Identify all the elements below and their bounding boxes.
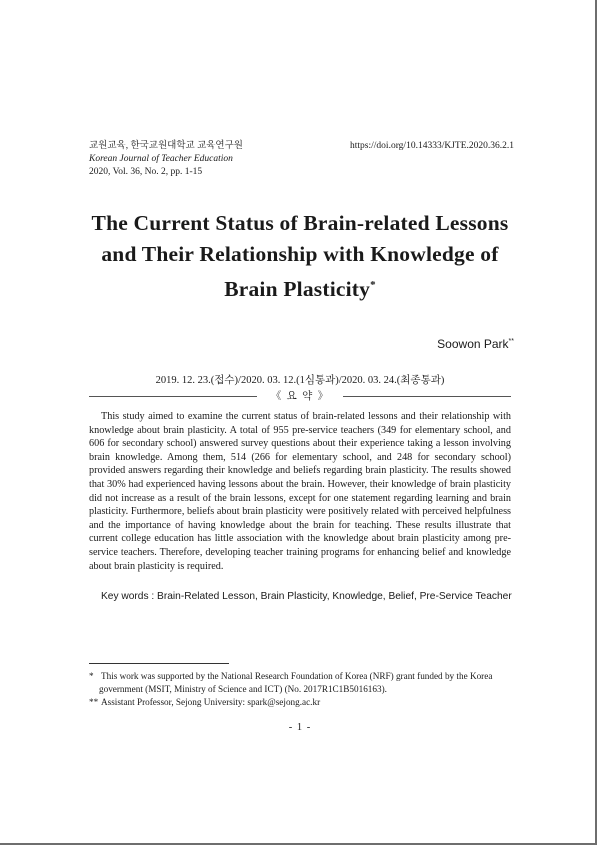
submission-dates: 2019. 12. 23.(접수)/2020. 03. 12.(1심통과)/2020. 03. 24.(최종통과) bbox=[155, 375, 445, 386]
keywords: Key words : Brain-Related Lesson, Brain Plasticity, Knowledge, Belief, Pre-Service Teacher bbox=[101, 591, 512, 602]
footnote-author bbox=[89, 696, 519, 709]
publisher-line: 교원교육, 한국교원대학교 교육연구원 bbox=[89, 141, 243, 151]
title-line-1: The Current Status of Brain-related Lessons bbox=[91, 211, 509, 235]
abstract: This study aimed to examine the current status of brain-related lessons and their relationship with knowledge about brain plasticity. A total of 955 pre-service teachers (349 for elementary school, and 606 for secondary school) answered survey questions about their experience taking a lesson involving brain knowledge. Among them, 514 (266 for elementary school, and 248 for secondary school) provided answers regarding their knowledge and beliefs regarding brain plasticity. The results showed that 30% had experienced having lessons about the brain. However, their knowledge of brain plasticity did not increase as a result of the brain lessons, except for one statement regarding learning and brain plasticity. Furthermore, beliefs about brain plasticity were positively related with perceived helpfulness and the importance of having knowledge about the brain for teaching. These results illustrate that current college education has little association with the knowledge about brain plasticity among pre-service teachers. Therefore, developing teacher training programs for enhancing belief and knowledge about brain plasticity is required. bbox=[89, 411, 511, 572]
summary-heading bbox=[89, 389, 511, 403]
author-name: Soowon Park bbox=[437, 337, 509, 351]
paper-title bbox=[70, 208, 530, 305]
summary-rule-right bbox=[343, 396, 511, 397]
footnote-text: Assistant Professor, Sejong University: spark@sejong.ac.kr bbox=[101, 697, 321, 707]
summary-rule-left bbox=[89, 396, 257, 397]
footnote-mark: * bbox=[89, 671, 94, 681]
title-line-2: and Their Relationship with Knowledge of bbox=[101, 242, 499, 266]
author-footnote-mark: ** bbox=[508, 338, 514, 345]
summary-label: 《 요 약 》 bbox=[270, 390, 330, 402]
footnote-mark: ** bbox=[89, 697, 99, 707]
footnote-text: This work was supported by the National Research Foundation of Korea (NRF) grant funded by the Korea government (MSIT, Ministry of Science and ICT) (No. 2017R1C1B5016163). bbox=[99, 671, 493, 694]
footnote-funding bbox=[89, 670, 519, 696]
title-line-3-text: Brain Plasticity bbox=[224, 277, 371, 302]
footnote-divider bbox=[89, 663, 229, 664]
footnotes bbox=[89, 670, 519, 709]
citation-line: 2020, Vol. 36, No. 2, pp. 1-15 bbox=[89, 167, 203, 177]
author bbox=[437, 337, 514, 351]
journal-header bbox=[89, 140, 243, 179]
title-footnote-mark: * bbox=[370, 279, 376, 291]
journal-name: Korean Journal of Teacher Education bbox=[89, 154, 233, 164]
title-line-3 bbox=[70, 270, 530, 305]
page-number: - 1 - bbox=[288, 722, 312, 733]
doi-link[interactable]: https://doi.org/10.14333/KJTE.2020.36.2.1 bbox=[350, 141, 514, 151]
